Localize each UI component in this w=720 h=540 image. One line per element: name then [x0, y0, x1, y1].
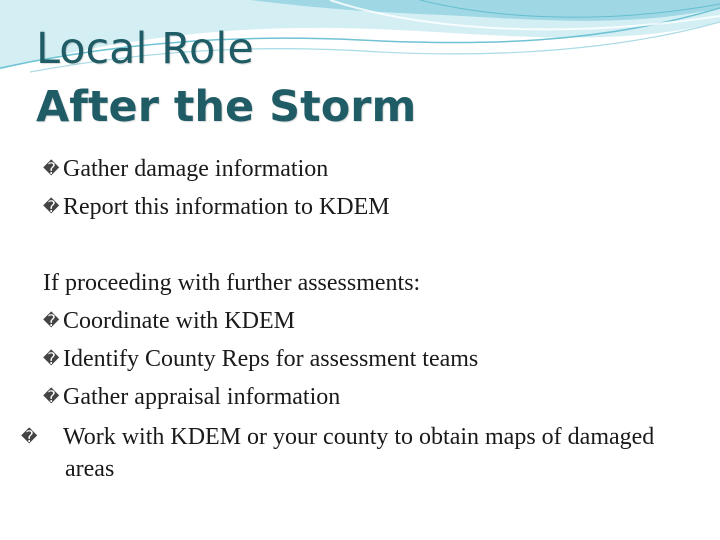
list-item-text: Gather damage information	[63, 156, 329, 182]
title-line-1: Local Role	[36, 24, 254, 74]
list-item	[21, 421, 683, 485]
bullet-icon: �	[43, 311, 60, 330]
title-line-2: After the Storm	[36, 82, 417, 132]
list-item-text: Report this information to KDEM	[63, 194, 390, 220]
list-item	[43, 307, 683, 345]
bullet-icon: �	[43, 159, 60, 178]
subheading	[43, 269, 683, 307]
list-item	[43, 193, 683, 231]
list-item-text: Gather appraisal information	[63, 384, 341, 410]
bullet-icon: �	[43, 387, 60, 406]
list-item-text: Work with KDEM or your county to obtain maps of damaged areas	[63, 424, 655, 482]
bullet-icon: �	[43, 197, 60, 216]
list-item-text: Coordinate with KDEM	[63, 308, 295, 334]
list-item	[43, 383, 683, 421]
list-item	[43, 345, 683, 383]
spacer	[43, 231, 683, 269]
slide-body	[21, 155, 683, 485]
list-item-text: Identify County Reps for assessment teams	[63, 346, 479, 372]
subheading-text: If proceeding with further assessments:	[43, 270, 421, 296]
list-item	[43, 155, 683, 193]
bullet-icon: �	[43, 349, 60, 368]
slide-title	[36, 20, 416, 136]
bullet-icon: �	[21, 427, 38, 446]
